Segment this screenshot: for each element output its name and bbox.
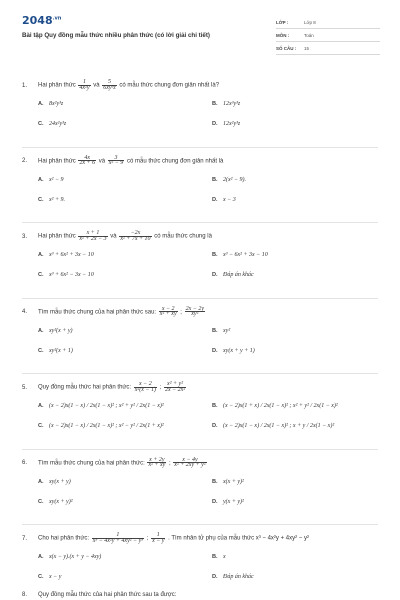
question-text: 6. Tìm mẫu thức chung của hai phân thức: $\frac{x + 2y}{\text{x² + xy}}$ ; $\frac{x - 4y}{\text{x² + 2xy + y²}}$ <box>22 456 206 468</box>
answer-option[interactable]: A. xy²(x + y) <box>38 327 73 334</box>
option-list <box>22 400 378 446</box>
fraction: $\frac{4x}{2x + 6}$ <box>79 154 96 166</box>
fraction: $\frac{x + 1}{\text{x² + 2x − 3}}$ <box>79 230 107 242</box>
question-item <box>22 299 378 375</box>
answer-option[interactable]: A. xy(x + y) <box>38 478 71 485</box>
header <box>22 14 378 56</box>
question-text: 3. Hai phân thức $\frac{x + 1}{\text{x² + 2x − 3}}$ và $\frac{-2x}{\text{x² + 7x + 10}}$ có mẫu thức chung là <box>22 230 212 242</box>
answer-option[interactable]: B. xy² <box>212 327 231 334</box>
meta-label: SỐ CÂU : <box>276 46 297 51</box>
answer-option[interactable]: C. 24x²y³z <box>38 121 67 127</box>
meta-value: Toán <box>304 33 314 38</box>
answer-option[interactable]: C. xy²(x + 1) <box>38 347 73 354</box>
question-8-partial: 8. Quy đồng mẫu thức của hai phân thức sau ta được: <box>22 592 177 598</box>
answer-option[interactable]: B. 12x³y³z <box>212 101 241 107</box>
answer-option[interactable]: C. xy(x + y)² <box>38 498 73 505</box>
fraction: $\frac{x + 2y}{\text{x² + xy}}$ <box>148 456 166 468</box>
fraction: $\frac{3}{\text{x² − 9}}$ <box>108 154 124 166</box>
answer-option[interactable]: B. x <box>212 554 226 560</box>
answer-option[interactable]: B. (x − 2)x(1 + x) / 2x(1 − x)² ; x² + y² / 2x(1 − x)² <box>212 403 338 409</box>
option-list <box>22 174 378 220</box>
page-title: Bài tập Quy đồng mẫu thức nhiều phân thức (có lời giải chi tiết) <box>22 32 210 39</box>
meta-value: Lớp 8 <box>304 20 316 25</box>
answer-option[interactable]: B. x(x + y)² <box>212 478 244 485</box>
answer-option[interactable]: D. 12x²y³z <box>212 121 241 127</box>
question-item <box>22 148 378 224</box>
site-logo[interactable]: $2048^{.vn}$ <box>22 14 62 27</box>
fraction: $\frac{x - 2}{\text{x² + xy}}$ <box>159 305 177 317</box>
answer-option[interactable]: A. x² − 9 <box>38 176 64 183</box>
answer-option[interactable]: D. x − 3 <box>212 196 236 203</box>
answer-option[interactable]: D. xy(x + y + 1) <box>212 347 255 354</box>
meta-row <box>276 16 380 29</box>
meta-info <box>276 16 380 55</box>
fraction: $\frac{x - 4y}{\text{x² + 2xy + y²}}$ <box>174 456 206 468</box>
fraction: $\frac{1}{\text{4x²y}}$ <box>79 79 90 91</box>
answer-option[interactable]: C. x − y <box>38 574 62 580</box>
fraction: $\frac{\text{x² + y²}}{\text{2x − 2x²}}$ <box>164 381 186 393</box>
meta-row <box>276 42 380 55</box>
answer-option[interactable]: A. x³ + 6x² + 3x − 10 <box>38 252 94 258</box>
question-text: 2. Hai phân thức $\frac{4x}{2x + 6}$ và $\frac{3}{\text{x² − 9}}$ có mẫu thức chung đơn giản nhất là <box>22 154 224 166</box>
answer-option[interactable]: A. (x − 2)x(1 − x) / 2x(1 − x)² ; x² + y² / 2x(1 − x)² <box>38 403 164 409</box>
answer-option[interactable]: C. (x − 2)x(1 − x) / 2x(1 − x)² ; x² − y² / 2x(1 + x)² <box>38 423 164 429</box>
question-text: 1. Hai phân thức $\frac{1}{\text{4x²y}}$ và $\frac{5}{\text{6xy³z}}$ có mẫu thức chung đơn giản nhất là? <box>22 79 220 91</box>
question-text: 5. Quy đồng mẫu thức hai phân thức: $\frac{x - 2}{\text{x²(x − 1)}}$ ; $\frac{\text{x² + y²}}{\text{2x − 2x²}}$ <box>22 381 186 393</box>
option-list <box>22 551 378 597</box>
meta-value: 15 <box>304 46 310 51</box>
fraction: $\frac{x - 2}{\text{x²(x − 1)}}$ <box>134 381 156 393</box>
option-list <box>22 325 378 371</box>
question-item <box>22 525 378 600</box>
answer-option[interactable]: A. x(x − y).(x + y − 4xy) <box>38 554 102 560</box>
answer-option[interactable]: D. (x − 2)x(1 − x) / 2x(1 − x)² ; x + y / 2x(1 − x)² <box>212 423 335 429</box>
meta-label: LỚP : <box>276 20 289 25</box>
question-list <box>22 72 378 600</box>
fraction: $\frac{-2x}{\text{x² + 7x + 10}}$ <box>120 230 151 242</box>
question-item <box>22 72 378 148</box>
question-item <box>22 374 378 450</box>
question-item <box>22 223 378 299</box>
meta-label: MÔN : <box>276 33 290 38</box>
option-list <box>22 249 378 295</box>
answer-option[interactable]: B. x³ − 6x² + 3x − 10 <box>212 252 268 258</box>
fraction: $\frac{1}{x - y}$ <box>152 532 165 544</box>
meta-row <box>276 29 380 42</box>
question-item <box>22 450 378 526</box>
answer-option[interactable]: D. Đáp án khác <box>212 574 254 580</box>
option-list <box>22 476 378 522</box>
fraction: $\frac{1}{\text{x³ − 4x²y + 4xy² − y³}}$ <box>92 532 144 544</box>
answer-option[interactable]: B. 2(x² − 9). <box>212 176 247 183</box>
answer-option[interactable]: A. 8x²y³z <box>38 101 64 107</box>
fraction: $\frac{2x - 2y}{\text{xy²}}$ <box>185 305 205 317</box>
answer-option[interactable]: C. x³ + 6x² − 3x − 10 <box>38 272 94 278</box>
fraction: $\frac{5}{\text{6xy³z}}$ <box>103 79 116 91</box>
option-list <box>22 98 378 144</box>
answer-option[interactable]: C. x² + 9. <box>38 196 66 203</box>
answer-option[interactable]: D. y(x + y)² <box>212 498 244 505</box>
question-text: 7. Cho hai phân thức: $\frac{1}{\text{x³ − 4x²y + 4xy² − y³}}$ ; $\frac{1}{x - y}$ . Tìm nhân tử phụ của mẫu thức x³ − 4x²y + 4xy² − y² <box>22 532 309 544</box>
answer-option[interactable]: D. Đáp án khác <box>212 272 254 278</box>
question-text: 4. Tìm mẫu thức chung của hai phân thức sau: $\frac{x - 2}{\text{x² + xy}}$ ; $\frac{2x - 2y}{\text{xy²}}$ <box>22 305 205 317</box>
